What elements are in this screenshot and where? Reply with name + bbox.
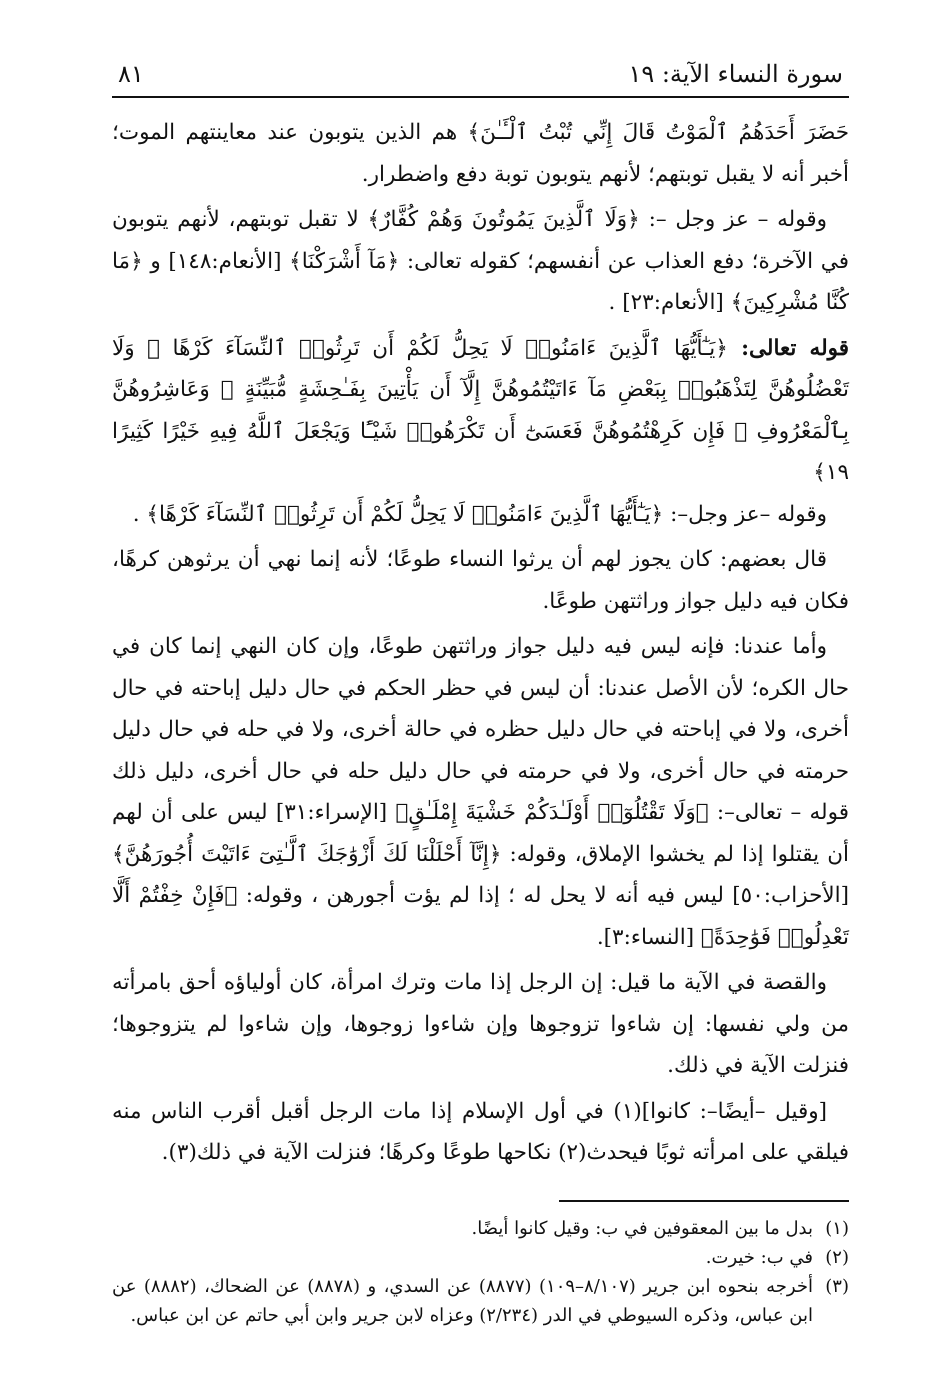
verse-paragraph bbox=[112, 328, 849, 494]
footnote-text: بدل ما بين المعقوفين في ب: وقيل كانوا أيضًا. bbox=[471, 1217, 813, 1239]
paragraph bbox=[112, 626, 849, 958]
paragraph bbox=[112, 199, 849, 324]
footnote bbox=[112, 1272, 849, 1330]
verse-text: ﴿يَـٰٓأَيُّهَا ٱلَّذِينَ ءَامَنُوا۟ لَا يَحِلُّ لَكُمْ أَن تَرِثُوا۟ ٱلنِّسَآءَ كَرْهًا ۖ وَلَا تَعْضُلُوهُنَّ لِتَذْهَبُوا۟ بِبَعْضِ مَآ ءَاتَيْتُمُوهُنَّ إِلَّآ أَن يَأْتِينَ بِفَـٰحِشَةٍ مُّبَيِّنَةٍ ۚ وَعَاشِرُوهُنَّ بِٱلْمَعْرُوفِ ۚ فَإِن كَرِهْتُمُوهُنَّ فَعَسَىٰٓ أَن تَكْرَهُوا۟ شَيْـًٔا وَيَجْعَلَ ٱللَّهُ فِيهِ خَيْرًا كَثِيرًا ١٩﴾ bbox=[112, 335, 849, 485]
paragraph-text: [وقيل –أيضًا–: كانوا](١) في أول الإسلام إذا مات الرجل أقبل أقرب الناس منه فيلقي على امرأته ثوبًا فيحدث(٢) نكاحها طوعًا وكرهًا؛ فنزلت الآية في ذلك(٣). bbox=[112, 1098, 849, 1165]
paragraph bbox=[112, 539, 849, 622]
header-rule bbox=[112, 96, 849, 98]
main-text bbox=[112, 112, 849, 1174]
footnote-number: (٣) bbox=[825, 1275, 849, 1297]
footnote-number: (٢) bbox=[825, 1246, 849, 1268]
surah-title: سورة النساء الآية: ١٩ bbox=[628, 60, 843, 88]
paragraph bbox=[112, 962, 849, 1087]
paragraph bbox=[112, 1091, 849, 1174]
verse-lead: قوله تعالى: bbox=[727, 335, 849, 361]
paragraph bbox=[112, 112, 849, 195]
paragraph bbox=[112, 494, 849, 536]
footnote bbox=[112, 1214, 849, 1243]
paragraph-text: وأما عندنا: فإنه ليس فيه دليل جواز وراثتهن طوعًا، وإن كان النهي إنما كان في حال الكره؛ لأن الأصل عندنا: أن ليس في حظر الحكم في حال دليل إباحته في حال أخرى، ولا في إباحته في حال دليل حظره في حالة أخرى، ولا في حله في حال دليل حرمته في حال أخرى، ولا في حرمته في حال دليل حله في حال أخرى، دليل ذلك قوله – تعالى–: ﴿وَلَا تَقْتُلُوٓا۟ أَوْلَـٰدَكُمْ خَشْيَةَ إِمْلَـٰقٍ﴾ [الإسراء:٣١] ليس على أن لهم أن يقتلوا إذا لم يخشوا الإملاق، وقوله: ﴿إِنَّآ أَحْلَلْنَا لَكَ أَزْوَٰجَكَ ٱلَّـٰتِىٓ ءَاتَيْتَ أُجُورَهُنَّ﴾ [الأحزاب:٥٠] ليس فيه أنه لا يحل له ؛ إذا لم يؤت أجورهن ، وقوله: ﴿فَإِنْ خِفْتُمْ أَلَّا تَعْدِلُوا۟ فَوَٰحِدَةً﴾ [النساء:٣]. bbox=[112, 634, 849, 950]
paragraph-text: وقوله –عز وجل–: ﴿يَـٰٓأَيُّهَا ٱلَّذِينَ ءَامَنُوا۟ لَا يَحِلُّ لَكُمْ أَن تَرِثُوا۟ ٱلنِّسَآءَ كَرْهًا﴾ . bbox=[132, 501, 827, 527]
footnote bbox=[112, 1243, 849, 1272]
paragraph-text: والقصة في الآية ما قيل: إن الرجل إذا مات وترك امرأة، كان أولياؤه أحق بامرأته من ولي نفسها: إن شاءوا تزوجوها وإن شاءوا زوجوها، وإن شاءوا لم يتزوجوها؛ فنزلت الآية في ذلك. bbox=[112, 970, 849, 1078]
page-header bbox=[112, 58, 849, 90]
footnote-text: في ب: خيرت. bbox=[705, 1246, 813, 1268]
footnote-number: (١) bbox=[825, 1217, 849, 1239]
page-number: ٨١ bbox=[118, 60, 144, 88]
footnotes bbox=[112, 1214, 849, 1330]
footnote-rule bbox=[559, 1200, 849, 1202]
paragraph-text: وقوله – عز وجل –: ﴿وَلَا ٱلَّذِينَ يَمُوتُونَ وَهُمْ كُفَّارٌ﴾ لا تقبل توبتهم، لأنهم يتوبون في الآخرة؛ دفع العذاب عن أنفسهم؛ كقوله تعالى: ﴿مَآ أَشْرَكْنَا﴾ [الأنعام:١٤٨] و ﴿مَا كُنَّا مُشْرِكِينَ﴾ [الأنعام:٢٣] . bbox=[112, 207, 849, 315]
paragraph-text: حَضَرَ أَحَدَهُمُ ٱلْمَوْتُ قَالَ إِنِّي تُبْتُ ٱلْـَٔـٰنَ﴾ هم الذين يتوبون عند معاينتهم الموت؛ أخبر أنه لا يقبل توبتهم؛ لأنهم يتوبون توبة دفع واضطرار. bbox=[112, 120, 849, 187]
paragraph-text: قال بعضهم: كان يجوز لهم أن يرثوا النساء طوعًا؛ لأنه إنما نهي أن يرثوهن كرهًا، فكان فيه دليل جواز وراثتهن طوعًا. bbox=[112, 547, 849, 614]
footnote-text: أخرجه بنحوه ابن جرير (٨/١٠٧–١٠٩) (٨٨٧٧) عن السدي، و (٨٨٧٨) عن الضحاك، (٨٨٨٢) عن ابن عباس، وذكره السيوطي في الدر (٢/٢٣٤) وعزاه لابن جرير وابن أبي حاتم عن ابن عباس. bbox=[112, 1275, 813, 1326]
